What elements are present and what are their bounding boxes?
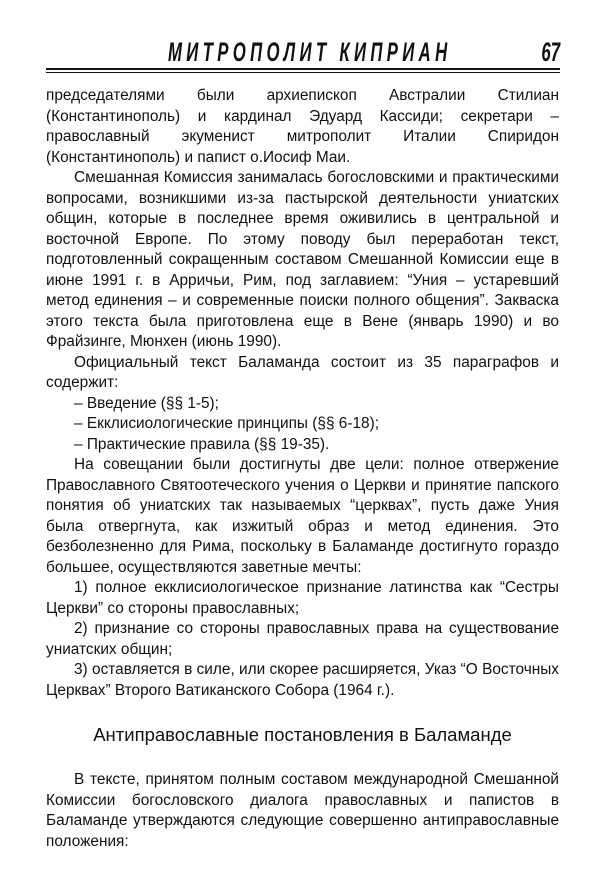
paragraph-3: Официальный текст Баламанда состоит из 35 параграфов и содержит: (46, 353, 559, 391)
header-title: МИТРОПОЛИТ КИПРИАН (168, 37, 452, 67)
paragraph-1: председателями были архиепископ Австралии Стилиан (Константинополь) и кардинал Эдуард Кассиди; секретари – православный экуменист митрополит Италии Спиридон (Константинополь) и папист о.Иосиф Маи. (46, 87, 559, 166)
goal-item-2: 2) признание со стороны православных права на существование униатских общин; (46, 620, 559, 658)
paragraph-2: Смешанная Комиссия занималась богословскими и практическими вопросами, возникшими из-за пастырской деятельности униатских общин, которые в последнее время оживились в центральной и восточной Европе. По этому поводу был переработан текст, подготовленный сокращенным составом Смешанной Комиссии еще в июне 1991 г. в Арричьи, Рим, под заглавием: “Уния – устаревший метод единения – и современные поиски полного общения”. Закваска этого текста была приготовлена еще в Вене (январь 1990) и во Фрайзинге, Мюнхен (июнь 1990). (46, 169, 559, 350)
section-heading: Антиправославные постановления в Баламанде (93, 724, 512, 745)
paragraph-5: В тексте, принятом полным составом международной Смешанной Комиссии богословского диалога православных и папистов в Баламанде утверждаются следующие совершенно антиправославные положения: (46, 771, 559, 850)
list-item-principles: – Екклисиологические принципы (§§ 6-18); (74, 415, 379, 432)
list-item-rules: – Практические правила (§§ 19-35). (74, 435, 330, 453)
paragraph-4: На совещании были достигнуты две цели: полное отвержение Православного Святоотеческого учения о Церкви и принятие папского понятия об униатских так называемых “церквах”, пусть даже Уния была отвергнута, как изжитый образ и метод единения. Это безболезненно для Рима, поскольку в Баламанде достигнуто гораздо большее, осуществляются заветные мечты: (46, 456, 559, 576)
header-rule (46, 68, 560, 70)
page-body (46, 86, 559, 852)
running-header (46, 31, 560, 71)
page-number: 67 (541, 37, 560, 67)
goal-item-1: 1) полное екклисиологическое признание латинства как “Сестры Церкви” со стороны православных; (46, 579, 559, 617)
list-item-introduction: – Введение (§§ 1-5); (74, 394, 219, 412)
header-rule-thin (46, 72, 560, 73)
goal-item-3: 3) оставляется в силе, или скорее расширяется, Указ “О Восточных Церквах” Второго Ватиканского Собора (1964 г.). (46, 661, 559, 699)
